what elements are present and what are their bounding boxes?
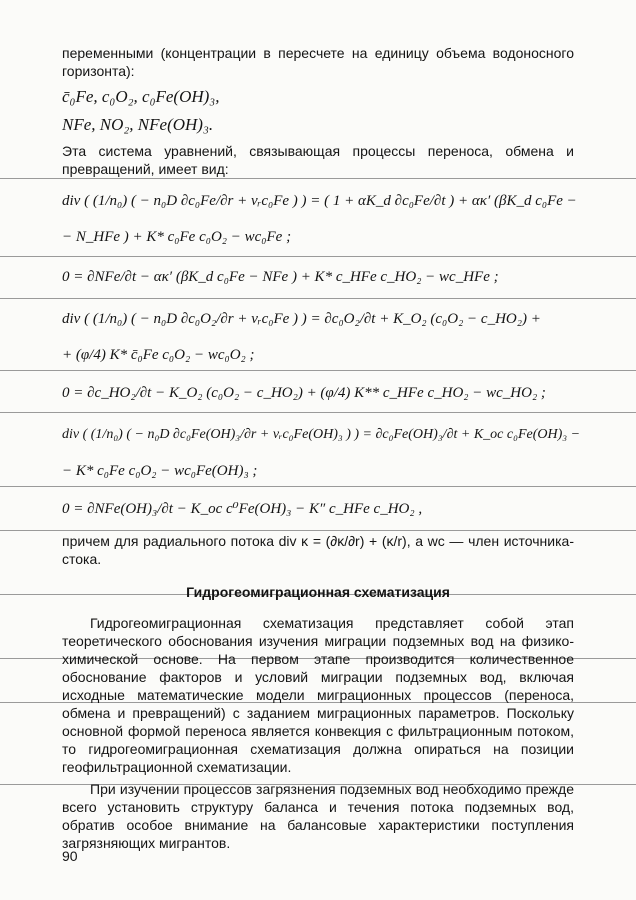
equation-3b: + (φ/4) K* c̄₀Fe c₀O₂ − wc₀O₂ ; bbox=[62, 347, 255, 363]
equation-4: 0 = ∂c_HO₂/∂t − K_O₂ (c₀O₂ − c_HO₂) + (φ/4) K** c_HFe c_HO₂ − wc_HO₂ ; bbox=[62, 385, 546, 401]
scan-line bbox=[0, 178, 636, 179]
equation-6: 0 = ∂NFe(OH)₃/∂t − K_oc c⁰Fe(OH)₃ − K″ c_HFe c_HO₂ , bbox=[62, 501, 423, 517]
variables-line-2: NFe, NO₂, NFe(OH)₃. bbox=[62, 115, 214, 134]
equation-3a: div ( (1/n₀) ( − n₀D ∂c₀O₂/∂r + vᵣc₀Fe ) ) = ∂c₀O₂/∂t + K_O₂ (c₀O₂ − c_HO₂) + bbox=[62, 311, 541, 327]
scan-line bbox=[0, 370, 636, 371]
flux-note: причем для радиального потока div κ = (∂κ/∂r) + (κ/r), а wc — член источника-стока. bbox=[62, 533, 574, 567]
intro-text: переменными (концентрации в пересчете на единицу объема водоносного горизонта): bbox=[62, 45, 574, 79]
section-heading: Гидрогеомиграционная схематизация bbox=[186, 584, 450, 600]
equation-1b: − N_HFe ) + K* c₀Fe c₀O₂ − wc₀Fe ; bbox=[62, 229, 292, 245]
paragraph-1: Гидрогеомиграционная схематизация представляет собой этап теоретического обоснования изучения миграции подземных вод на физико-химической основе. На первом этапе производится количественное обоснование факторов и условий миграции подземных вод, включая исходные математические модели миграционных процессов (переноса, обмена и превращений) с заданием миграционных параметров. Поскольку основной формой переноса является конвекция с фильтрационным потоком, то гидрогеомиграционная схематизация должна опираться на позиции геофильтрационной схематизации. bbox=[62, 615, 574, 775]
equation-5a: div ( (1/n₀) ( − n₀D ∂c₀Fe(OH)₃/∂r + vᵣc₀Fe(OH)₃ ) ) = ∂c₀Fe(OH)₃/∂t + K_oc c₀Fe(OH)₃ − bbox=[62, 427, 581, 442]
scan-line bbox=[0, 412, 636, 413]
paragraph-2: При изучении процессов загрязнения подземных вод необходимо прежде всего установить структуру баланса и течения потока подземных вод, обратив особое внимание на балансовые характеристики поступления загрязняющих мигрантов. bbox=[62, 781, 574, 851]
equation-2: 0 = ∂NFe/∂t − ακ′ (βK_d c₀Fe − NFe ) + K* c_HFe c_HO₂ − wc_HFe ; bbox=[62, 269, 499, 285]
scan-line bbox=[0, 530, 636, 531]
variables-line-1: c̄₀Fe, c₀O₂, c₀Fe(OH)₃, bbox=[62, 87, 220, 106]
equation-1a: div ( (1/n₀) ( − n₀D ∂c₀Fe/∂r + vᵣc₀Fe ) ) = ( 1 + αK_d ∂c₀Fe/∂t ) + ακ′ (βK_d c₀Fe − bbox=[62, 193, 577, 209]
scan-line bbox=[0, 298, 636, 299]
scan-line bbox=[0, 486, 636, 487]
scan-line bbox=[0, 256, 636, 257]
equation-5b: − K* c₀Fe c₀O₂ − wc₀Fe(OH)₃ ; bbox=[62, 463, 258, 479]
page-number: 90 bbox=[62, 848, 78, 864]
system-intro: Эта система уравнений, связывающая процессы переноса, обмена и превращений, имеет вид: bbox=[62, 143, 574, 177]
